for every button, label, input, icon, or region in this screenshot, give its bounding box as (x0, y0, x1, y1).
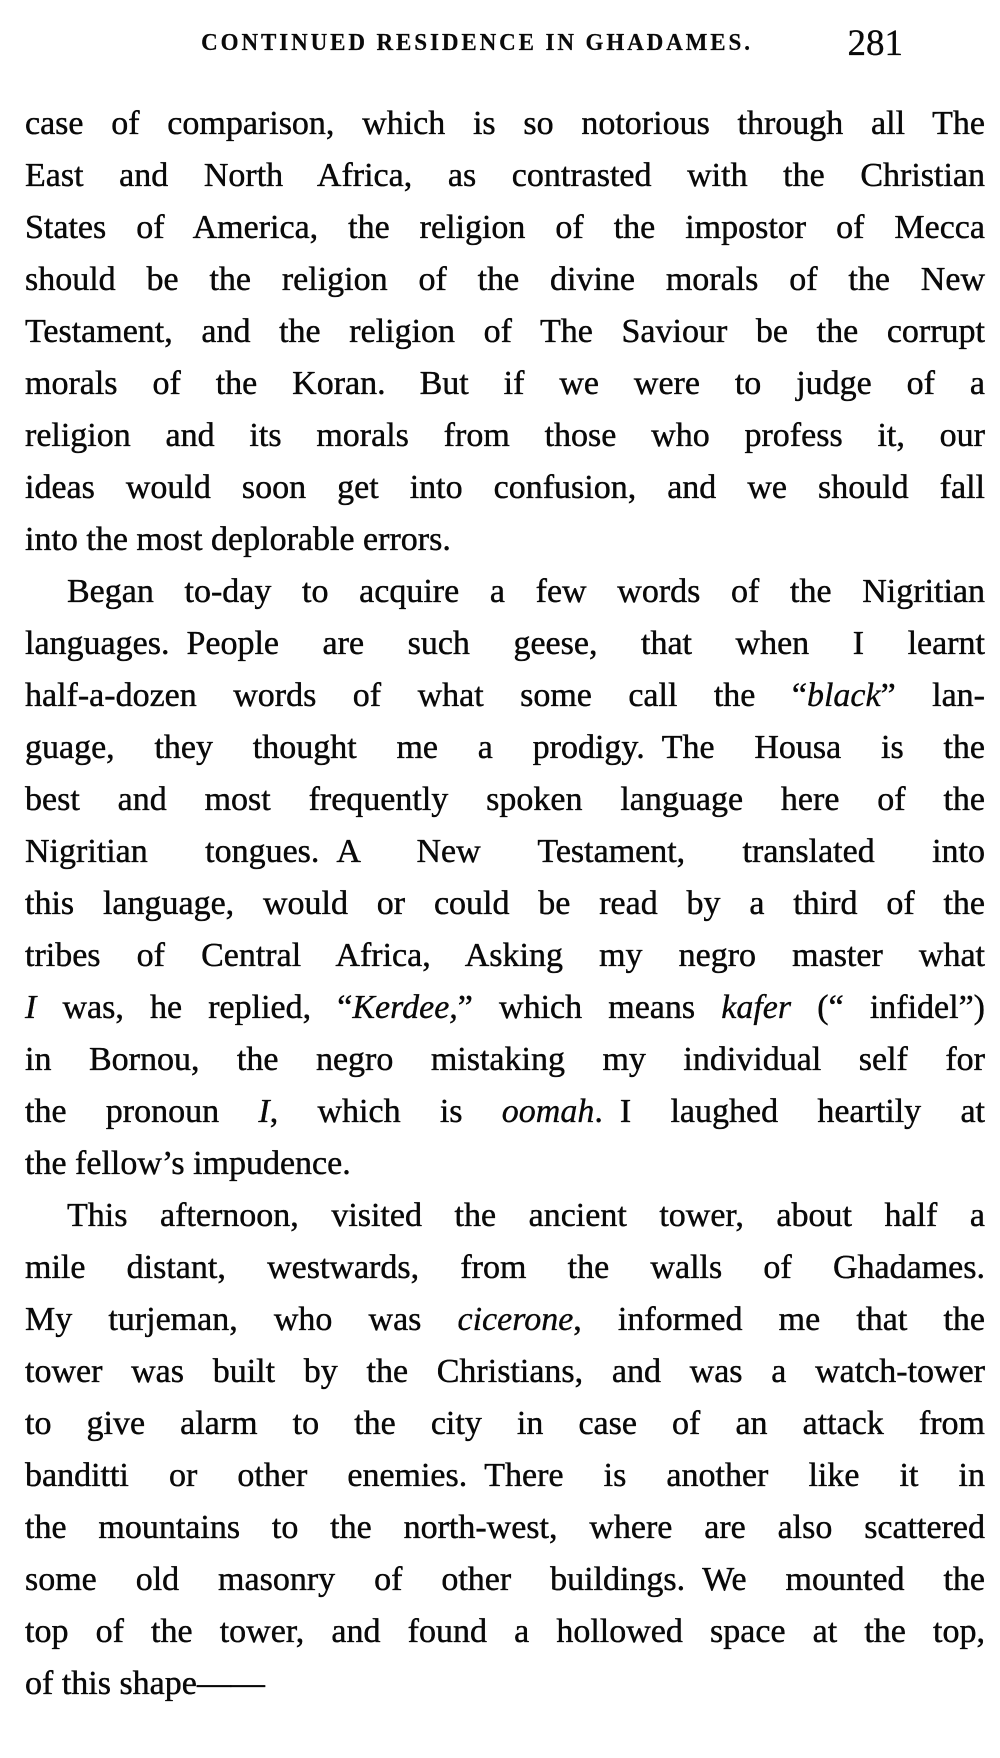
text-run: tower was built by the Christians, and was a watch-tower (25, 1353, 985, 1390)
text-run: Nigritian tongues. A New Testament, translated into (25, 833, 985, 870)
text-run: , which is (269, 1093, 502, 1130)
paragraph (25, 98, 985, 566)
text-run: banditti or other enemies. There is another like it in (25, 1457, 985, 1494)
text-line (25, 566, 985, 618)
body-text (25, 98, 985, 1710)
text-line (25, 358, 985, 410)
text-run: morals of the Koran. But if we were to judge of a (25, 365, 985, 402)
text-line (25, 1086, 985, 1138)
text-run: in Bornou, the negro mistaking my individual self for (25, 1041, 985, 1078)
text-run: . I laughed heartily at (594, 1093, 985, 1130)
text-line (25, 1346, 985, 1398)
text-run: Began to-day to acquire a few words of the Nigritian (67, 573, 985, 610)
text-run: States of America, the religion of the impostor of Mecca (25, 209, 985, 246)
text-run: East and North Africa, as contrasted with the Christian (25, 157, 985, 194)
text-run: My turjeman, who was (25, 1301, 458, 1338)
text-line (25, 930, 985, 982)
text-line (25, 1554, 985, 1606)
text-run: (“ infidel”) (791, 989, 985, 1026)
text-line (25, 670, 985, 722)
italic-text-run: oomah (501, 1093, 595, 1130)
text-line (25, 722, 985, 774)
text-line (25, 202, 985, 254)
text-line (25, 1190, 985, 1242)
text-run: half-a-dozen words of what some call the “ (25, 677, 807, 714)
text-run: tribes of Central Africa, Asking my negro master what (25, 937, 985, 974)
text-line (25, 254, 985, 306)
text-run: ” lan- (880, 677, 985, 714)
text-run: case of comparison, which is so notorious through all The (25, 105, 985, 142)
text-run: ” which means (457, 989, 722, 1026)
text-run: to give alarm to the city in case of an attack from (25, 1405, 985, 1442)
text-line (25, 98, 985, 150)
text-line (25, 878, 985, 930)
text-run: was, he replied, “ (36, 989, 353, 1026)
italic-text-run: cicerone (457, 1301, 574, 1338)
text-line (25, 410, 985, 462)
paragraph (25, 1190, 985, 1710)
text-run: religion and its morals from those who profess it, our (25, 417, 985, 454)
text-run: , informed me that the (573, 1301, 985, 1338)
text-run: into the most deplorable errors. (25, 521, 451, 558)
text-line (25, 462, 985, 514)
text-line (25, 1502, 985, 1554)
text-run: ideas would soon get into confusion, and we should fall (25, 469, 985, 506)
text-run: some old masonry of other buildings. We mounted the (25, 1561, 985, 1598)
text-run: Testament, and the religion of The Saviour be the corrupt (25, 313, 985, 350)
text-run: this language, would or could be read by a third of the (25, 885, 985, 922)
page-header (0, 20, 1000, 76)
text-line (25, 1398, 985, 1450)
text-run: mile distant, westwards, from the walls of Ghadames. (25, 1249, 985, 1286)
italic-text-run: kafer (721, 989, 792, 1026)
text-line (25, 1034, 985, 1086)
text-run: should be the religion of the divine morals of the New (25, 261, 985, 298)
page-number: 281 (847, 23, 903, 64)
paragraph (25, 566, 985, 1190)
text-line (25, 982, 985, 1034)
text-line (25, 1450, 985, 1502)
italic-text-run: black (806, 677, 881, 714)
text-run: best and most frequently spoken language here of the (25, 781, 985, 818)
text-line (25, 774, 985, 826)
italic-text-run: I (258, 1093, 270, 1130)
text-run: This afternoon, visited the ancient tower, about half a (67, 1197, 985, 1234)
italic-text-run: Kerdee, (352, 989, 458, 1026)
text-line (25, 826, 985, 878)
text-line (25, 306, 985, 358)
text-run: the mountains to the north-west, where are also scattered (25, 1509, 985, 1546)
text-line (25, 1138, 985, 1190)
italic-text-run: I (25, 989, 37, 1026)
text-run: guage, they thought me a prodigy. The Housa is the (25, 729, 985, 766)
text-run: of this shape—— (25, 1665, 265, 1702)
running-title: CONTINUED RESIDENCE IN GHADAMES. (201, 30, 753, 56)
text-line (25, 1606, 985, 1658)
text-run: the pronoun (25, 1093, 259, 1130)
text-line (25, 150, 985, 202)
text-line (25, 618, 985, 670)
text-run: languages. People are such geese, that when I learnt (25, 625, 985, 662)
text-run: top of the tower, and found a hollowed space at the top, (25, 1613, 985, 1650)
text-line (25, 1294, 985, 1346)
text-line (25, 1242, 985, 1294)
text-line (25, 1658, 985, 1710)
text-line (25, 514, 985, 566)
text-run: the fellow’s impudence. (25, 1145, 351, 1182)
